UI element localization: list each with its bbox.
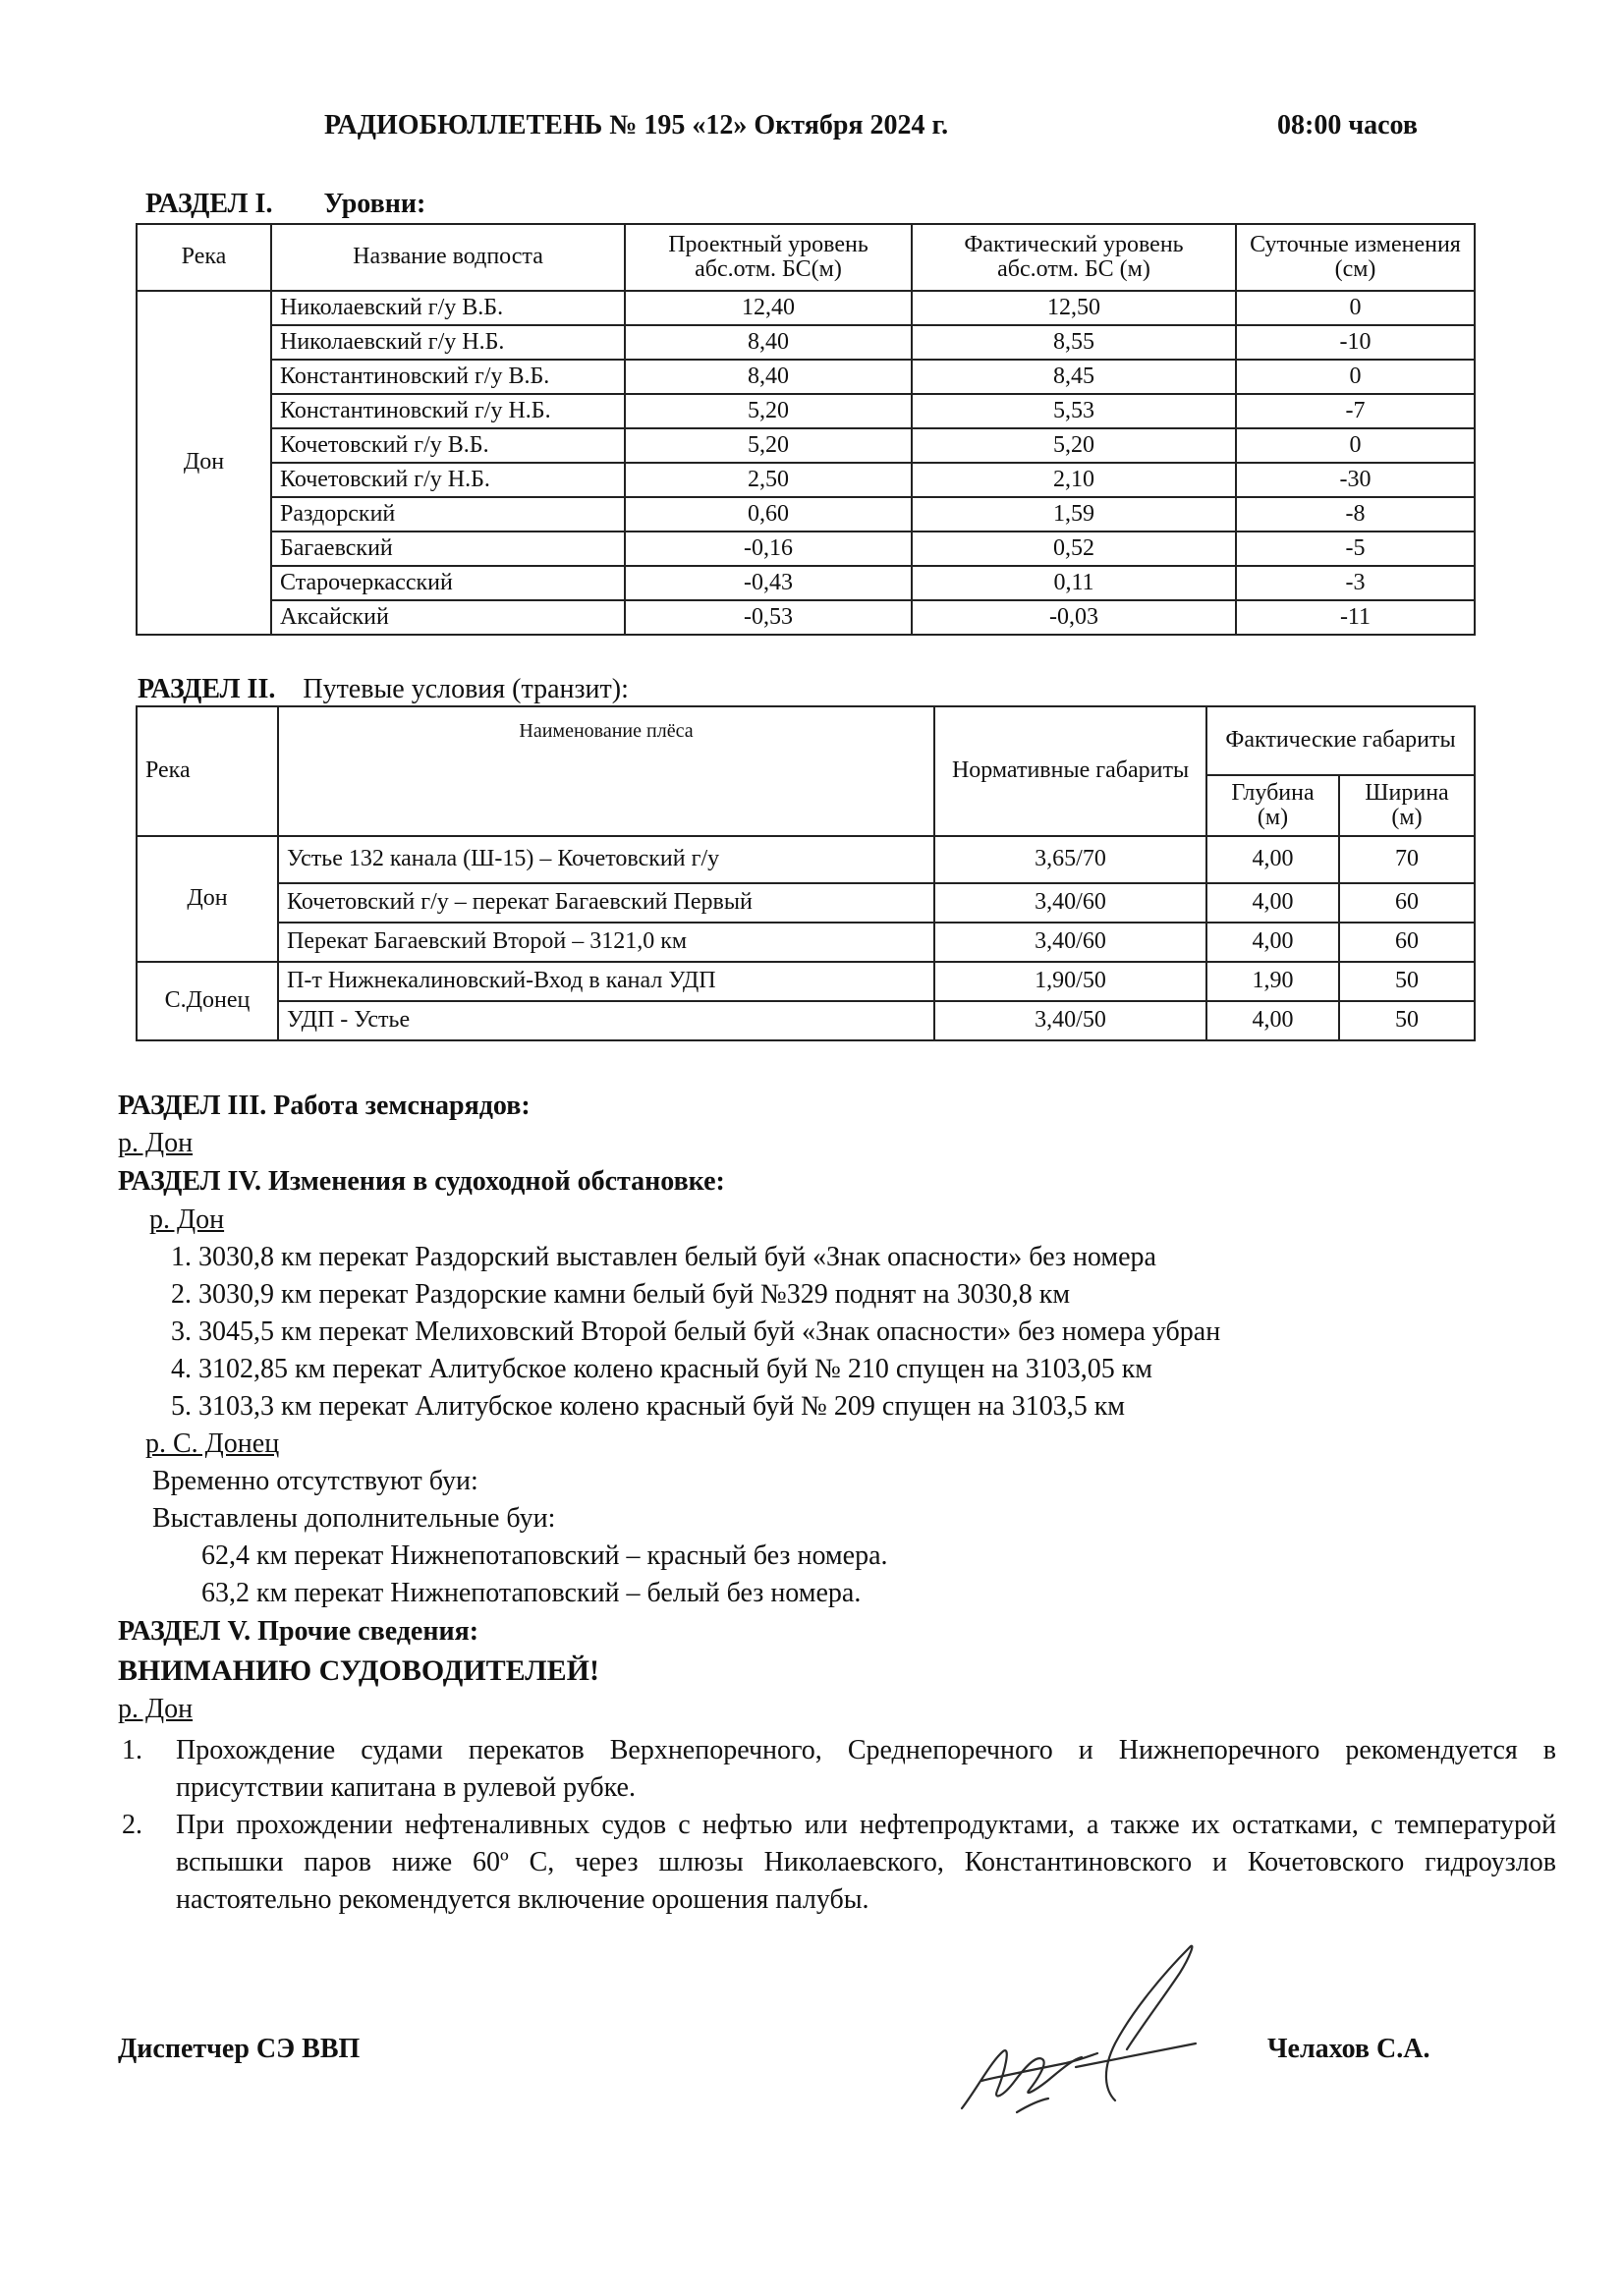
bulletin-title: РАДИОБЮЛЛЕТЕНЬ № 195 «12» Октября 2024 г. [324,110,949,140]
list-item: 63,2 км перекат Нижнепотаповский – белый без номера. [201,1578,862,1608]
design-level: -0,16 [625,532,912,566]
col-norm-dimensions: Нормативные габариты [934,706,1206,836]
levels-table [136,223,1476,636]
col-depth: Глубина (м) [1206,775,1339,836]
river-cell: Дон [137,836,278,962]
daily-change: -5 [1236,532,1475,566]
daily-change: -7 [1236,394,1475,428]
col-reach-name: Наименование плёса [278,706,934,836]
table-row [137,291,1475,325]
handwritten-signature [958,1933,1213,2130]
list-item: 5. 3103,3 км перекат Алитубское колено красный буй № 209 спущен на 3103,5 км [171,1391,1126,1422]
section-3-river: р. Дон [118,1128,194,1158]
actual-level: 8,55 [912,325,1236,360]
daily-change: -8 [1236,497,1475,532]
note-text: При прохождении нефтеналивных судов с нефтью или нефтепродуктами, а также их остатками, с температурой вспышки паров ниже 60º С, через шлюзы Николаевского, Константиновского и Кочетовского гидроузлов настоятельно рекомендуется включение орошения палубы. [176,1810,1556,1915]
table-row [137,1001,1475,1040]
post-name: Константиновский г/у В.Б. [271,360,625,394]
table-row [137,497,1475,532]
list-item: 3. 3045,5 км перекат Мелиховский Второй белый буй «Знак опасности» без номера убран [171,1316,1221,1347]
table-row [137,600,1475,635]
reach-name: Перекат Багаевский Второй – 3121,0 км [278,923,934,962]
daily-change: -30 [1236,463,1475,497]
actual-level: 12,50 [912,291,1236,325]
actual-level: 1,59 [912,497,1236,532]
reach-name: П-т Нижнекалиновский-Вход в канал УДП [278,962,934,1001]
design-level: 5,20 [625,394,912,428]
actual-depth: 4,00 [1206,883,1339,923]
post-name: Раздорский [271,497,625,532]
norm-dimensions: 3,65/70 [934,836,1206,883]
daily-change: 0 [1236,360,1475,394]
col-width: Ширина (м) [1339,775,1475,836]
table-row [137,566,1475,600]
actual-width: 70 [1339,836,1475,883]
actual-width: 50 [1339,1001,1475,1040]
col-actual-dimensions: Фактические габариты [1206,706,1475,775]
norm-dimensions: 3,40/60 [934,923,1206,962]
reach-name: Кочетовский г/у – перекат Багаевский Первый [278,883,934,923]
col-design-level: Проектный уровень абс.отм. БС(м) [625,224,912,291]
table-row [137,428,1475,463]
norm-dimensions: 3,40/50 [934,1001,1206,1040]
actual-level: 8,45 [912,360,1236,394]
section-1-label: Уровни: [323,189,426,219]
daily-change: 0 [1236,428,1475,463]
section-2-number: РАЗДЕЛ II. [138,674,276,704]
actual-level: 2,10 [912,463,1236,497]
river-cell: Дон [137,291,271,635]
design-level: 8,40 [625,360,912,394]
donets-added-buoys: Выставлены дополнительные буи: [152,1503,556,1534]
daily-change: -10 [1236,325,1475,360]
post-name: Кочетовский г/у В.Б. [271,428,625,463]
section-4-donets-label: р. С. Донец [145,1428,280,1459]
table-row [137,883,1475,923]
actual-level: 5,20 [912,428,1236,463]
post-name: Багаевский [271,532,625,566]
section-2-label: Путевые условия (транзит): [303,674,629,704]
actual-level: -0,03 [912,600,1236,635]
list-item: 1. 3030,8 км перекат Раздорский выставлен белый буй «Знак опасности» без номера [171,1242,1156,1272]
post-name: Константиновский г/у Н.Б. [271,394,625,428]
list-item: 4. 3102,85 км перекат Алитубское колено красный буй № 210 спущен на 3103,05 км [171,1354,1153,1384]
actual-width: 60 [1339,883,1475,923]
daily-change: -11 [1236,600,1475,635]
list-item: 62,4 км перекат Нижнепотаповский – красный без номера. [201,1540,888,1571]
section-1-number: РАЗДЕЛ I. [145,189,273,219]
actual-level: 0,52 [912,532,1236,566]
attention-heading: ВНИМАНИЮ СУДОВОДИТЕЛЕЙ! [118,1654,599,1687]
post-name: Кочетовский г/у Н.Б. [271,463,625,497]
donets-missing-buoys: Временно отсутствуют буи: [152,1466,478,1496]
actual-width: 50 [1339,962,1475,1001]
levels-header-row [137,224,1475,291]
design-level: -0,43 [625,566,912,600]
design-level: 5,20 [625,428,912,463]
section-3-title: РАЗДЕЛ III. Работа земснарядов: [118,1091,531,1121]
design-level: -0,53 [625,600,912,635]
section-4-title: РАЗДЕЛ IV. Изменения в судоходной обстановке: [118,1166,725,1197]
table-row [137,360,1475,394]
norm-dimensions: 1,90/50 [934,962,1206,1001]
note-number: 1. [122,1735,142,1765]
transit-header-row [137,706,1475,775]
table-row [137,836,1475,883]
section-5-river: р. Дон [118,1694,194,1724]
list-item [122,1732,1556,1807]
river-cell: С.Донец [137,962,278,1040]
section-5-title: РАЗДЕЛ V. Прочие сведения: [118,1616,479,1647]
actual-level: 5,53 [912,394,1236,428]
table-row [137,325,1475,360]
note-text: Прохождение судами перекатов Верхнепоречного, Среднепоречного и Нижнепоречного рекомендуется в присутствии капитана в рулевой рубке. [176,1735,1556,1803]
daily-change: 0 [1236,291,1475,325]
post-name: Аксайский [271,600,625,635]
reach-name: УДП - Устье [278,1001,934,1040]
col-daily-change: Суточные изменения (см) [1236,224,1475,291]
actual-depth: 4,00 [1206,923,1339,962]
list-item: 2. 3030,9 км перекат Раздорские камни белый буй №329 поднят на 3030,8 км [171,1279,1071,1310]
actual-depth: 4,00 [1206,836,1339,883]
actual-level: 0,11 [912,566,1236,600]
transit-table [136,705,1476,1041]
table-row [137,463,1475,497]
post-name: Николаевский г/у Н.Б. [271,325,625,360]
design-level: 12,40 [625,291,912,325]
norm-dimensions: 3,40/60 [934,883,1206,923]
design-level: 0,60 [625,497,912,532]
col-river: Река [137,706,278,836]
col-river: Река [137,224,271,291]
table-row [137,532,1475,566]
design-level: 8,40 [625,325,912,360]
design-level: 2,50 [625,463,912,497]
post-name: Николаевский г/у В.Б. [271,291,625,325]
section-2-title [138,674,629,705]
table-row [137,962,1475,1001]
actual-depth: 1,90 [1206,962,1339,1001]
note-number: 2. [122,1810,142,1840]
section-1-title [145,189,425,220]
dispatcher-position: Диспетчер СЭ ВВП [118,2034,361,2064]
table-row [137,923,1475,962]
list-item [122,1807,1556,1919]
bulletin-time: 08:00 часов [1277,110,1418,140]
reach-name: Устье 132 канала (Ш-15) – Кочетовский г/у [278,836,934,883]
dispatcher-name: Челахов С.А. [1267,2034,1430,2064]
actual-width: 60 [1339,923,1475,962]
actual-depth: 4,00 [1206,1001,1339,1040]
section-4-don-label: р. Дон [149,1204,225,1235]
col-actual-level: Фактический уровень абс.отм. БС (м) [912,224,1236,291]
daily-change: -3 [1236,566,1475,600]
col-post-name: Название водпоста [271,224,625,291]
post-name: Старочеркасский [271,566,625,600]
table-row [137,394,1475,428]
